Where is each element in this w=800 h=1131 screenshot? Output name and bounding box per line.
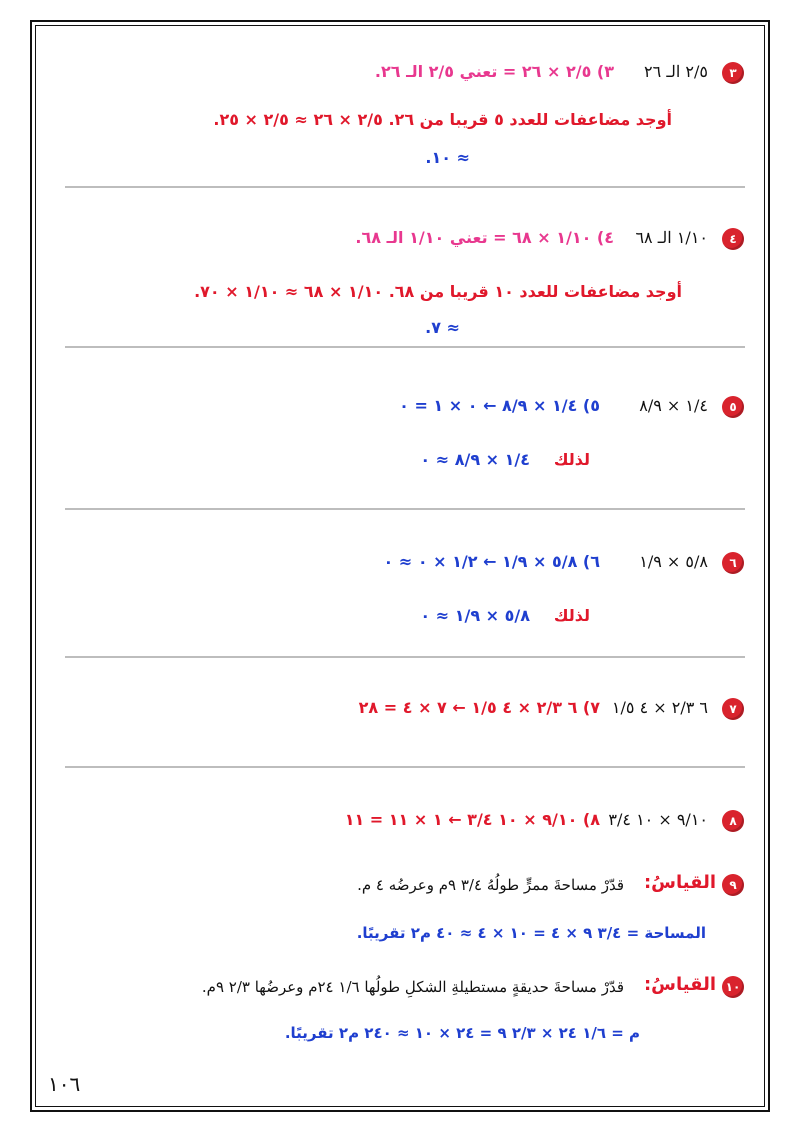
problem-5-line1: ٥) ١/٤ × ٨/٩ ← ٠ × ١ = ٠: [399, 396, 600, 415]
problem-badge-4: ٤: [722, 228, 744, 250]
problem-badge-5: ٥: [722, 396, 744, 418]
problem-8-line1: ٨) ٩/١٠ × ١٠ ٣/٤ ← ١ × ١١ = ١١: [344, 810, 600, 829]
measure-10-question: قدّرْ مساحةَ حديقةٍ مستطيلةِ الشكلِ طولُها ١/٦ ٢٤م وعرضُها ٢/٣ ٩م.: [201, 978, 624, 996]
divider: [65, 186, 745, 188]
problem-4-line3: ≈ ٧.: [425, 318, 460, 337]
problem-badge-7: ٧: [722, 698, 744, 720]
measure-9-answer: المساحة = ٣/٤ ٩ × ٤ = ١٠ × ٤ ≈ ٤٠ م٢ تقريبًا.: [356, 924, 706, 942]
problem-5-expression: ١/٤ × ٨/٩: [639, 396, 708, 415]
measure-9-question: قدّرْ مساحةَ ممرٍّ طولُهُ ٣/٤ ٩م وعرضُه ٤ م.: [357, 876, 624, 894]
problem-7-line1: ٧) ٦ ٢/٣ × ٤ ١/٥ ← ٧ × ٤ = ٢٨: [358, 698, 600, 717]
problem-5-label: لذلك: [553, 450, 590, 469]
problem-6-line1: ٦) ٥/٨ × ١/٩ ← ١/٢ × ٠ ≈ ٠: [383, 552, 600, 571]
problem-5-line2: ١/٤ × ٨/٩ ≈ ٠: [420, 450, 530, 469]
problem-3-line1: ٣) ٢/٥ × ٢٦ = تعني ٢/٥ الـ ٢٦.: [374, 62, 614, 81]
divider: [65, 346, 745, 348]
problem-3-expression: ٢/٥ الـ ٢٦: [644, 62, 708, 81]
divider: [65, 508, 745, 510]
problem-3-line2: أوجد مضاعفات للعدد ٥ قريبا من ٢٦. ٢/٥ × ٢٦ ≈ ٢/٥ × ٢٥.: [213, 110, 672, 129]
measure-9-title: القياسُ:: [643, 872, 716, 893]
problem-badge-6: ٦: [722, 552, 744, 574]
problem-4-expression: ١/١٠ الـ ٦٨: [635, 228, 708, 247]
problem-7-expression: ٦ ٢/٣ × ٤ ١/٥: [611, 698, 708, 717]
problem-8-expression: ٩/١٠ × ١٠ ٣/٤: [608, 810, 708, 829]
problem-badge-8: ٨: [722, 810, 744, 832]
problem-4-line1: ٤) ١/١٠ × ٦٨ = تعني ١/١٠ الـ ٦٨.: [355, 228, 614, 247]
measure-10-title: القياسُ:: [643, 974, 716, 995]
problem-3-line3: ≈ ١٠.: [425, 148, 470, 167]
measure-10-answer: م = ١/٦ ٢٤ × ٢/٣ ٩ = ٢٤ × ١٠ ≈ ٢٤٠ م٢ تقريبًا.: [284, 1024, 640, 1042]
divider: [65, 766, 745, 768]
problem-badge-9: ٩: [722, 874, 744, 896]
page-number: ١٠٦: [48, 1072, 81, 1096]
divider: [65, 656, 745, 658]
problem-4-line2: أوجد مضاعفات للعدد ١٠ قريبا من ٦٨. ١/١٠ × ٦٨ ≈ ١/١٠ × ٧٠.: [194, 282, 682, 301]
problem-badge-10: ١٠: [722, 976, 744, 998]
problem-6-expression: ٥/٨ × ١/٩: [639, 552, 708, 571]
problem-badge-3: ٣: [722, 62, 744, 84]
problem-6-line2: ٥/٨ × ١/٩ ≈ ٠: [420, 606, 530, 625]
problem-6-label: لذلك: [553, 606, 590, 625]
